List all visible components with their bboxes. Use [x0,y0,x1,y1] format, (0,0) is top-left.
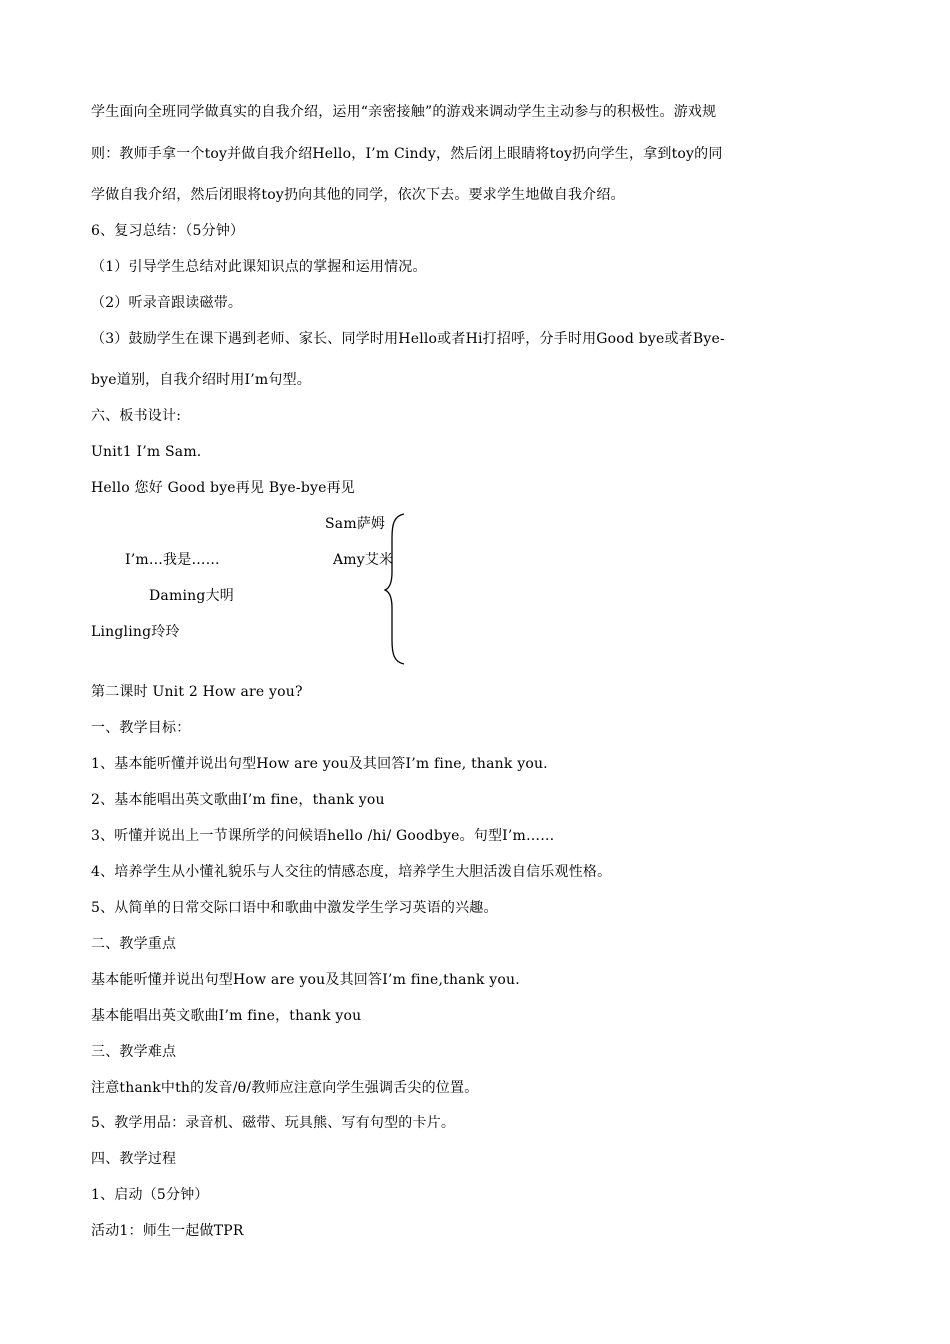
list-item: 3、听懂并说出上一节课所学的问候语hello /hi/ Goodbye。句型I’m…… [91,828,555,844]
list-item: 5、从简单的日常交际口语中和歌曲中激发学生学习英语的兴趣。 [91,900,498,916]
paragraph-line: 注意thank中th的发音/θ/教师应注意向学生强调舌尖的位置。 [91,1080,479,1096]
list-item: 1、基本能听懂并说出句型How are you及其回答I’m fine, thank you. [91,756,548,772]
list-item: （2）听录音跟读磁带。 [91,295,243,311]
board-lingling: Lingling玲玲 [91,624,180,640]
board-daming: Daming大明 [149,588,234,604]
section-heading: 四、教学过程 [91,1151,177,1167]
list-item: 1、启动（5分钟） [91,1187,209,1203]
list-item: （3）鼓励学生在课下遇到老师、家长、同学时用Hello或者Hi打招呼，分手时用Good bye或者Bye- [91,331,725,347]
paragraph-line: bye道别，自我介绍时用I’m句型。 [91,372,312,388]
section-heading: 二、教学重点 [91,936,177,952]
paragraph-line: 活动1：师生一起做TPR [91,1223,244,1239]
board-sam: Sam萨姆 [325,516,386,532]
board-title: Unit1 I’m Sam. [91,444,202,460]
paragraph-line: 基本能听懂并说出句型How are you及其回答I’m fine,thank you. [91,972,520,988]
curly-brace-icon [384,512,408,666]
list-item: （1）引导学生总结对此课知识点的掌握和运用情况。 [91,259,427,275]
board-amy: Amy艾米 [333,552,394,568]
list-item: 4、培养学生从小懂礼貌乐与人交往的情感态度，培养学生大胆活泼自信乐观性格。 [91,864,612,880]
section-heading: 六、板书设计: [91,408,182,424]
section-heading: 一、教学目标： [91,720,191,736]
paragraph-line: 学做自我介绍，然后闭眼将toy扔向其他的同学，依次下去。要求学生地做自我介绍。 [91,187,625,203]
paragraph-line: 学生面向全班同学做真实的自我介绍，运用“亲密接触”的游戏来调动学生主动参与的积极性。游戏规 [91,104,717,120]
section-heading: 三、教学难点 [91,1044,177,1060]
paragraph-line: 则：教师手拿一个toy并做自我介绍Hello，I’m Cindy，然后闭上眼睛将toy扔向学生，拿到toy的同 [91,146,723,162]
board-line: Hello 您好 Good bye再见 Bye-bye再见 [91,480,356,496]
list-item: 2、基本能唱出英文歌曲I’m fine，thank you [91,792,385,808]
board-im: I’m…我是…… [125,552,220,568]
paragraph-line: 基本能唱出英文歌曲I’m fine，thank you [91,1008,362,1024]
section-heading: 6、复习总结：（5分钟） [91,223,245,239]
paragraph-line: 5、教学用品：录音机、磁带、玩具熊、写有句型的卡片。 [91,1115,456,1131]
lesson-title: 第二课时 Unit 2 How are you? [91,684,303,700]
